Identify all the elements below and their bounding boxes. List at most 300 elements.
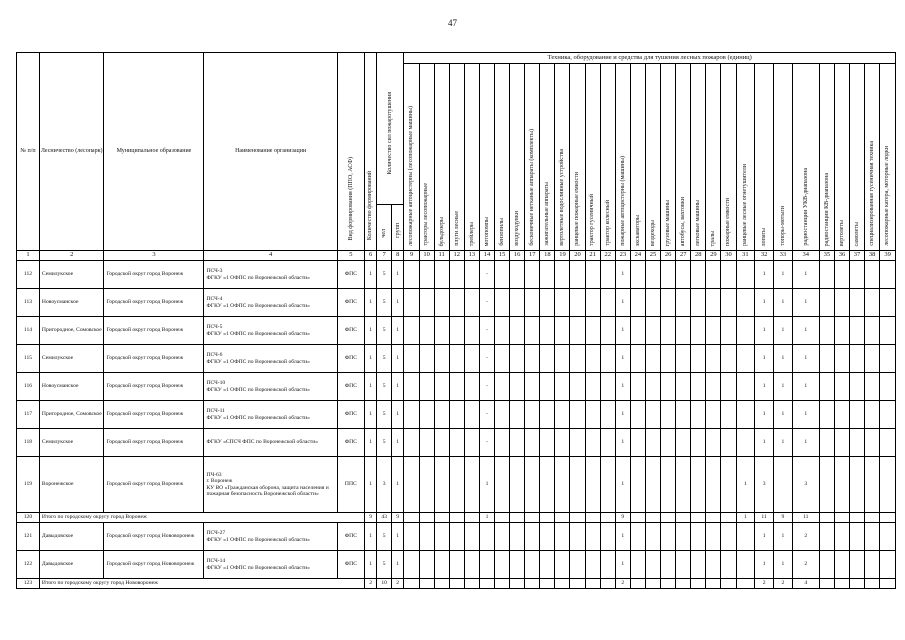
cell-col-37 [849, 523, 864, 551]
column-number: 30 [721, 251, 736, 261]
cell-col-8: 1 [391, 317, 404, 345]
cell-col-29 [706, 261, 721, 289]
cell-col-25 [645, 457, 660, 513]
header-groups-label: групп [394, 222, 401, 238]
column-number: 36 [834, 251, 849, 261]
cell-col-27 [676, 513, 691, 523]
cell-col-12 [449, 457, 464, 513]
cell-col-32: 1 [755, 289, 774, 317]
cell-col-7: 43 [377, 513, 392, 523]
cell-col-31: 1 [736, 513, 755, 523]
cell-col-10 [419, 317, 434, 345]
cell-municipality: Городской округ город Воронеж [104, 373, 204, 401]
header-tech-col [419, 64, 434, 251]
cell-forestry: Пригородное, Сомовское [39, 317, 104, 345]
cell-col-38 [865, 551, 880, 579]
cell-col-7: 5 [377, 429, 392, 457]
table-row [17, 457, 896, 513]
cell-col-11 [434, 457, 449, 513]
header-tech-col [676, 64, 691, 251]
header-tech-col [645, 64, 660, 251]
cell-col-9 [404, 523, 419, 551]
cell-col-20 [570, 261, 585, 289]
cell-col-28 [691, 579, 706, 589]
cell-col-6: 1 [364, 261, 376, 289]
cell-col-21 [585, 317, 600, 345]
cell-col-33: 1 [773, 345, 792, 373]
cell-col-25 [645, 317, 660, 345]
cell-col-28 [691, 317, 706, 345]
cell-forestry: Воронежское [39, 457, 104, 513]
cell-col-33 [773, 457, 792, 513]
cell-col-13 [464, 457, 479, 513]
cell-col-27 [676, 457, 691, 513]
cell-num: 121 [17, 523, 40, 551]
cell-col-36 [834, 523, 849, 551]
header-tech-label: трейлеры [468, 221, 475, 246]
cell-col-11 [434, 579, 449, 589]
cell-col-23: 1 [615, 289, 630, 317]
cell-col-12 [449, 429, 464, 457]
column-number: 14 [479, 251, 494, 261]
cell-col-32: 1 [755, 345, 774, 373]
cell-col-17 [525, 345, 540, 373]
cell-col-23: 1 [615, 401, 630, 429]
cell-col-6: 1 [364, 523, 376, 551]
header-tech-label: экскаваторы [634, 214, 641, 246]
cell-formation-type: ППС [337, 457, 364, 513]
header-num: № п/п [17, 53, 40, 251]
cell-organization: ПСЧ-27 ФГКУ «1 ОФПС по Воронежской области» [204, 523, 337, 551]
cell-col-14 [479, 579, 494, 589]
column-number: 34 [792, 251, 819, 261]
cell-col-34: 2 [792, 523, 819, 551]
cell-col-39 [880, 289, 896, 317]
cell-col-8: 1 [391, 429, 404, 457]
cell-municipality: Городской округ город Воронеж [104, 317, 204, 345]
cell-col-37 [849, 551, 864, 579]
cell-col-38 [865, 429, 880, 457]
cell-formation-type: ФПС [337, 551, 364, 579]
header-tech-col [615, 64, 630, 251]
cell-col-16 [510, 289, 525, 317]
cell-col-32: 1 [755, 261, 774, 289]
cell-col-7: 5 [377, 523, 392, 551]
cell-col-30 [721, 429, 736, 457]
cell-col-31 [736, 373, 755, 401]
cell-col-16 [510, 373, 525, 401]
cell-col-28 [691, 261, 706, 289]
header-tech-col [585, 64, 600, 251]
cell-col-28 [691, 551, 706, 579]
cell-col-34: 2 [792, 551, 819, 579]
header-tech-col [434, 64, 449, 251]
cell-col-10 [419, 513, 434, 523]
cell-col-32: 1 [755, 523, 774, 551]
column-number: 6 [364, 251, 376, 261]
cell-col-25 [645, 289, 660, 317]
cell-organization: ПСЧ-14 ФГКУ «1 ОФПС по Воронежской области» [204, 551, 337, 579]
cell-col-24 [630, 513, 645, 523]
cell-col-35 [819, 523, 834, 551]
cell-formation-type: ФПС [337, 523, 364, 551]
cell-col-22 [600, 317, 615, 345]
cell-col-32: 3 [755, 457, 774, 513]
cell-col-8: 1 [391, 523, 404, 551]
cell-col-29 [706, 429, 721, 457]
cell-col-30 [721, 457, 736, 513]
header-formation-type [337, 53, 364, 251]
cell-col-22 [600, 373, 615, 401]
cell-col-10 [419, 429, 434, 457]
cell-col-18 [540, 523, 555, 551]
cell-col-25 [645, 429, 660, 457]
cell-col-19 [555, 579, 570, 589]
cell-forestry: Семилукское [39, 261, 104, 289]
cell-col-29 [706, 579, 721, 589]
header-tech-col [721, 64, 736, 251]
cell-col-30 [721, 523, 736, 551]
cell-col-30 [721, 513, 736, 523]
cell-formation-type: ФПС [337, 261, 364, 289]
cell-col-34: 1 [792, 429, 819, 457]
cell-col-24 [630, 429, 645, 457]
header-municipality: Муниципальное образование [104, 53, 204, 251]
header-tech-col [570, 64, 585, 251]
cell-col-13 [464, 373, 479, 401]
cell-col-18 [540, 551, 555, 579]
cell-col-33: 1 [773, 373, 792, 401]
header-tech-label: бульдозеры [438, 216, 445, 246]
column-number: 31 [736, 251, 755, 261]
cell-col-35 [819, 579, 834, 589]
column-number: 23 [615, 251, 630, 261]
cell-col-33: 1 [773, 317, 792, 345]
cell-col-20 [570, 523, 585, 551]
cell-col-14: - [479, 289, 494, 317]
cell-col-9 [404, 289, 419, 317]
header-tech-label: радиостанции УКВ-диапазона [802, 168, 809, 246]
cell-col-22 [600, 579, 615, 589]
header-tech-label: топоры-мотыги [779, 206, 786, 246]
cell-municipality: Городской округ город Нововоронеж [104, 551, 204, 579]
cell-col-26 [661, 317, 676, 345]
cell-col-19 [555, 261, 570, 289]
cell-col-21 [585, 345, 600, 373]
cell-col-30 [721, 373, 736, 401]
cell-col-39 [880, 579, 896, 589]
cell-col-39 [880, 261, 896, 289]
cell-forestry: Новоусманское [39, 289, 104, 317]
cell-col-26 [661, 373, 676, 401]
cell-col-30 [721, 345, 736, 373]
cell-col-29 [706, 551, 721, 579]
header-persons [377, 205, 392, 251]
cell-col-24 [630, 523, 645, 551]
cell-col-37 [849, 373, 864, 401]
column-number: 39 [880, 251, 896, 261]
header-tech-label: самолеты [853, 221, 860, 246]
cell-col-11 [434, 373, 449, 401]
cell-col-38 [865, 523, 880, 551]
cell-col-8: 1 [391, 345, 404, 373]
table-row [17, 289, 896, 317]
cell-municipality: Городской округ город Воронеж [104, 401, 204, 429]
cell-col-39 [880, 345, 896, 373]
cell-col-28 [691, 401, 706, 429]
cell-col-29 [706, 317, 721, 345]
cell-organization: ПСЧ-6 ФГКУ «1 ОФПС по Воронежской области» [204, 345, 337, 373]
cell-col-18 [540, 261, 555, 289]
cell-col-29 [706, 513, 721, 523]
cell-col-7: 5 [377, 345, 392, 373]
table-row [17, 373, 896, 401]
cell-col-24 [630, 579, 645, 589]
header-tech-label: грузовые машины [664, 199, 671, 246]
cell-col-29 [706, 373, 721, 401]
cell-num: 113 [17, 289, 40, 317]
cell-col-22 [600, 457, 615, 513]
cell-col-7: 5 [377, 317, 392, 345]
cell-col-11 [434, 429, 449, 457]
cell-col-17 [525, 401, 540, 429]
cell-col-34: 4 [792, 579, 819, 589]
cell-col-29 [706, 289, 721, 317]
cell-col-9 [404, 401, 419, 429]
cell-col-11 [434, 261, 449, 289]
header-tech-col [849, 64, 864, 251]
column-number: 29 [706, 251, 721, 261]
cell-col-25 [645, 261, 660, 289]
cell-col-6: 1 [364, 289, 376, 317]
cell-col-15 [495, 551, 510, 579]
cell-col-30 [721, 289, 736, 317]
cell-col-10 [419, 289, 434, 317]
cell-col-8: 1 [391, 551, 404, 579]
column-number: 22 [600, 251, 615, 261]
cell-col-31 [736, 429, 755, 457]
cell-col-13 [464, 345, 479, 373]
cell-col-8: 9 [391, 513, 404, 523]
cell-col-31: 1 [736, 457, 755, 513]
cell-col-29 [706, 345, 721, 373]
cell-col-27 [676, 551, 691, 579]
cell-col-27 [676, 261, 691, 289]
cell-col-23: 2 [615, 579, 630, 589]
column-number: 18 [540, 251, 555, 261]
cell-col-17 [525, 317, 540, 345]
cell-col-18 [540, 401, 555, 429]
cell-col-13 [464, 261, 479, 289]
cell-col-39 [880, 373, 896, 401]
header-tech-col [495, 64, 510, 251]
header-tech-label: мотопомпы [483, 216, 490, 246]
header-tech-label: радиостанции КВ-диапазона [823, 172, 830, 246]
column-number: 3 [104, 251, 204, 261]
header-tech-label: лесопожарные автоцистерны (лесопожарные машины) [408, 106, 415, 246]
cell-col-19 [555, 513, 570, 523]
cell-num: 123 [17, 579, 40, 589]
cell-col-10 [419, 457, 434, 513]
cell-col-36 [834, 579, 849, 589]
header-tech-label: вертолетные водосливные устройства [559, 149, 566, 246]
header-tech-label: легковые машины [695, 199, 702, 246]
cell-col-14: - [479, 317, 494, 345]
cell-col-29 [706, 401, 721, 429]
column-number: 8 [391, 251, 404, 261]
header-tech-col [600, 64, 615, 251]
cell-col-22 [600, 513, 615, 523]
header-personnel-label: Количество сил пожаротушения [387, 92, 394, 175]
cell-num: 119 [17, 457, 40, 513]
cell-col-14: - [479, 345, 494, 373]
cell-col-20 [570, 551, 585, 579]
cell-col-13 [464, 579, 479, 589]
cell-col-24 [630, 551, 645, 579]
cell-col-8: 1 [391, 401, 404, 429]
header-groups [391, 205, 404, 251]
cell-col-8: 1 [391, 457, 404, 513]
header-formation-type-label: Вид формирования (ППО, АСФ) [347, 157, 354, 241]
header-tech-col [755, 64, 774, 251]
cell-col-21 [585, 373, 600, 401]
cell-forestry: Давыдовское [39, 551, 104, 579]
cell-col-17 [525, 289, 540, 317]
cell-col-12 [449, 401, 464, 429]
cell-col-15 [495, 289, 510, 317]
cell-col-10 [419, 345, 434, 373]
cell-col-22 [600, 523, 615, 551]
cell-col-38 [865, 373, 880, 401]
cell-col-31 [736, 551, 755, 579]
cell-col-20 [570, 513, 585, 523]
header-tech-col [773, 64, 792, 251]
cell-col-12 [449, 373, 464, 401]
cell-col-36 [834, 457, 849, 513]
header-tech-col [464, 64, 479, 251]
cell-col-33: 1 [773, 551, 792, 579]
cell-col-26 [661, 289, 676, 317]
cell-col-19 [555, 373, 570, 401]
column-number: 5 [337, 251, 364, 261]
cell-col-21 [585, 457, 600, 513]
cell-organization: ПЧ-63 г. Воронеж КУ ВО «Гражданская оборона, защита населения и пожарная безопасность Воронежской области» [204, 457, 337, 513]
cell-col-14: - [479, 261, 494, 289]
cell-col-37 [849, 429, 864, 457]
cell-col-19 [555, 551, 570, 579]
column-number: 10 [419, 251, 434, 261]
column-number: 2 [39, 251, 104, 261]
cell-col-13 [464, 317, 479, 345]
cell-num: 120 [17, 513, 40, 523]
table-row [17, 551, 896, 579]
cell-municipality: Городской округ город Воронеж [104, 261, 204, 289]
cell-col-13 [464, 513, 479, 523]
header-tech-col [706, 64, 721, 251]
cell-col-21 [585, 579, 600, 589]
cell-col-25 [645, 401, 660, 429]
cell-col-12 [449, 345, 464, 373]
cell-col-26 [661, 429, 676, 457]
cell-col-27 [676, 579, 691, 589]
cell-col-20 [570, 345, 585, 373]
cell-col-6: 1 [364, 345, 376, 373]
cell-col-35 [819, 261, 834, 289]
cell-col-12 [449, 579, 464, 589]
cell-col-6: 1 [364, 317, 376, 345]
cell-col-12 [449, 551, 464, 579]
cell-col-30 [721, 401, 736, 429]
cell-col-30 [721, 261, 736, 289]
cell-col-16 [510, 457, 525, 513]
header-tech-col [834, 64, 849, 251]
cell-forestry: Семилукское [39, 345, 104, 373]
cell-col-25 [645, 373, 660, 401]
cell-col-28 [691, 513, 706, 523]
cell-col-30 [721, 551, 736, 579]
cell-num: 122 [17, 551, 40, 579]
cell-organization: ФГКУ «СПСЧ ФПС по Воронежской области» [204, 429, 337, 457]
cell-col-23: 9 [615, 513, 630, 523]
cell-col-23: 1 [615, 261, 630, 289]
cell-col-23: 1 [615, 523, 630, 551]
cell-col-15 [495, 373, 510, 401]
cell-col-21 [585, 289, 600, 317]
cell-col-21 [585, 513, 600, 523]
header-tech-col [404, 64, 419, 251]
cell-col-13 [464, 551, 479, 579]
cell-col-16 [510, 317, 525, 345]
cell-col-39 [880, 429, 896, 457]
cell-col-19 [555, 401, 570, 429]
cell-col-27 [676, 523, 691, 551]
cell-col-14: - [479, 373, 494, 401]
cell-col-15 [495, 401, 510, 429]
cell-organization: ПСЧ-3 ФГКУ «1 ОФПС по Воронежской области» [204, 261, 337, 289]
header-tech-col [736, 64, 755, 251]
header-personnel [377, 53, 404, 205]
total-row [17, 579, 896, 589]
cell-col-22 [600, 551, 615, 579]
header-tech-label: трактор гусеничный [589, 194, 596, 246]
cell-col-26 [661, 345, 676, 373]
cell-col-27 [676, 373, 691, 401]
cell-num: 115 [17, 345, 40, 373]
cell-col-17 [525, 579, 540, 589]
cell-col-32: 1 [755, 317, 774, 345]
cell-col-20 [570, 457, 585, 513]
cell-col-28 [691, 373, 706, 401]
cell-col-9 [404, 429, 419, 457]
cell-col-27 [676, 289, 691, 317]
cell-col-33: 1 [773, 401, 792, 429]
total-label: Итого по городскому округу город Воронеж [39, 513, 364, 523]
cell-col-6: 1 [364, 373, 376, 401]
cell-col-7: 10 [377, 579, 392, 589]
cell-col-35 [819, 289, 834, 317]
header-tech-label: трактор колесный [604, 200, 611, 246]
cell-col-35 [819, 429, 834, 457]
cell-organization: ПСЧ-5 ФГКУ «1 ОФПС по Воронежской области» [204, 317, 337, 345]
cell-col-20 [570, 373, 585, 401]
cell-col-23: 1 [615, 373, 630, 401]
cell-col-24 [630, 373, 645, 401]
header-tech-col [792, 64, 819, 251]
cell-col-29 [706, 523, 721, 551]
cell-col-10 [419, 373, 434, 401]
cell-col-9 [404, 373, 419, 401]
cell-col-32: 1 [755, 401, 774, 429]
